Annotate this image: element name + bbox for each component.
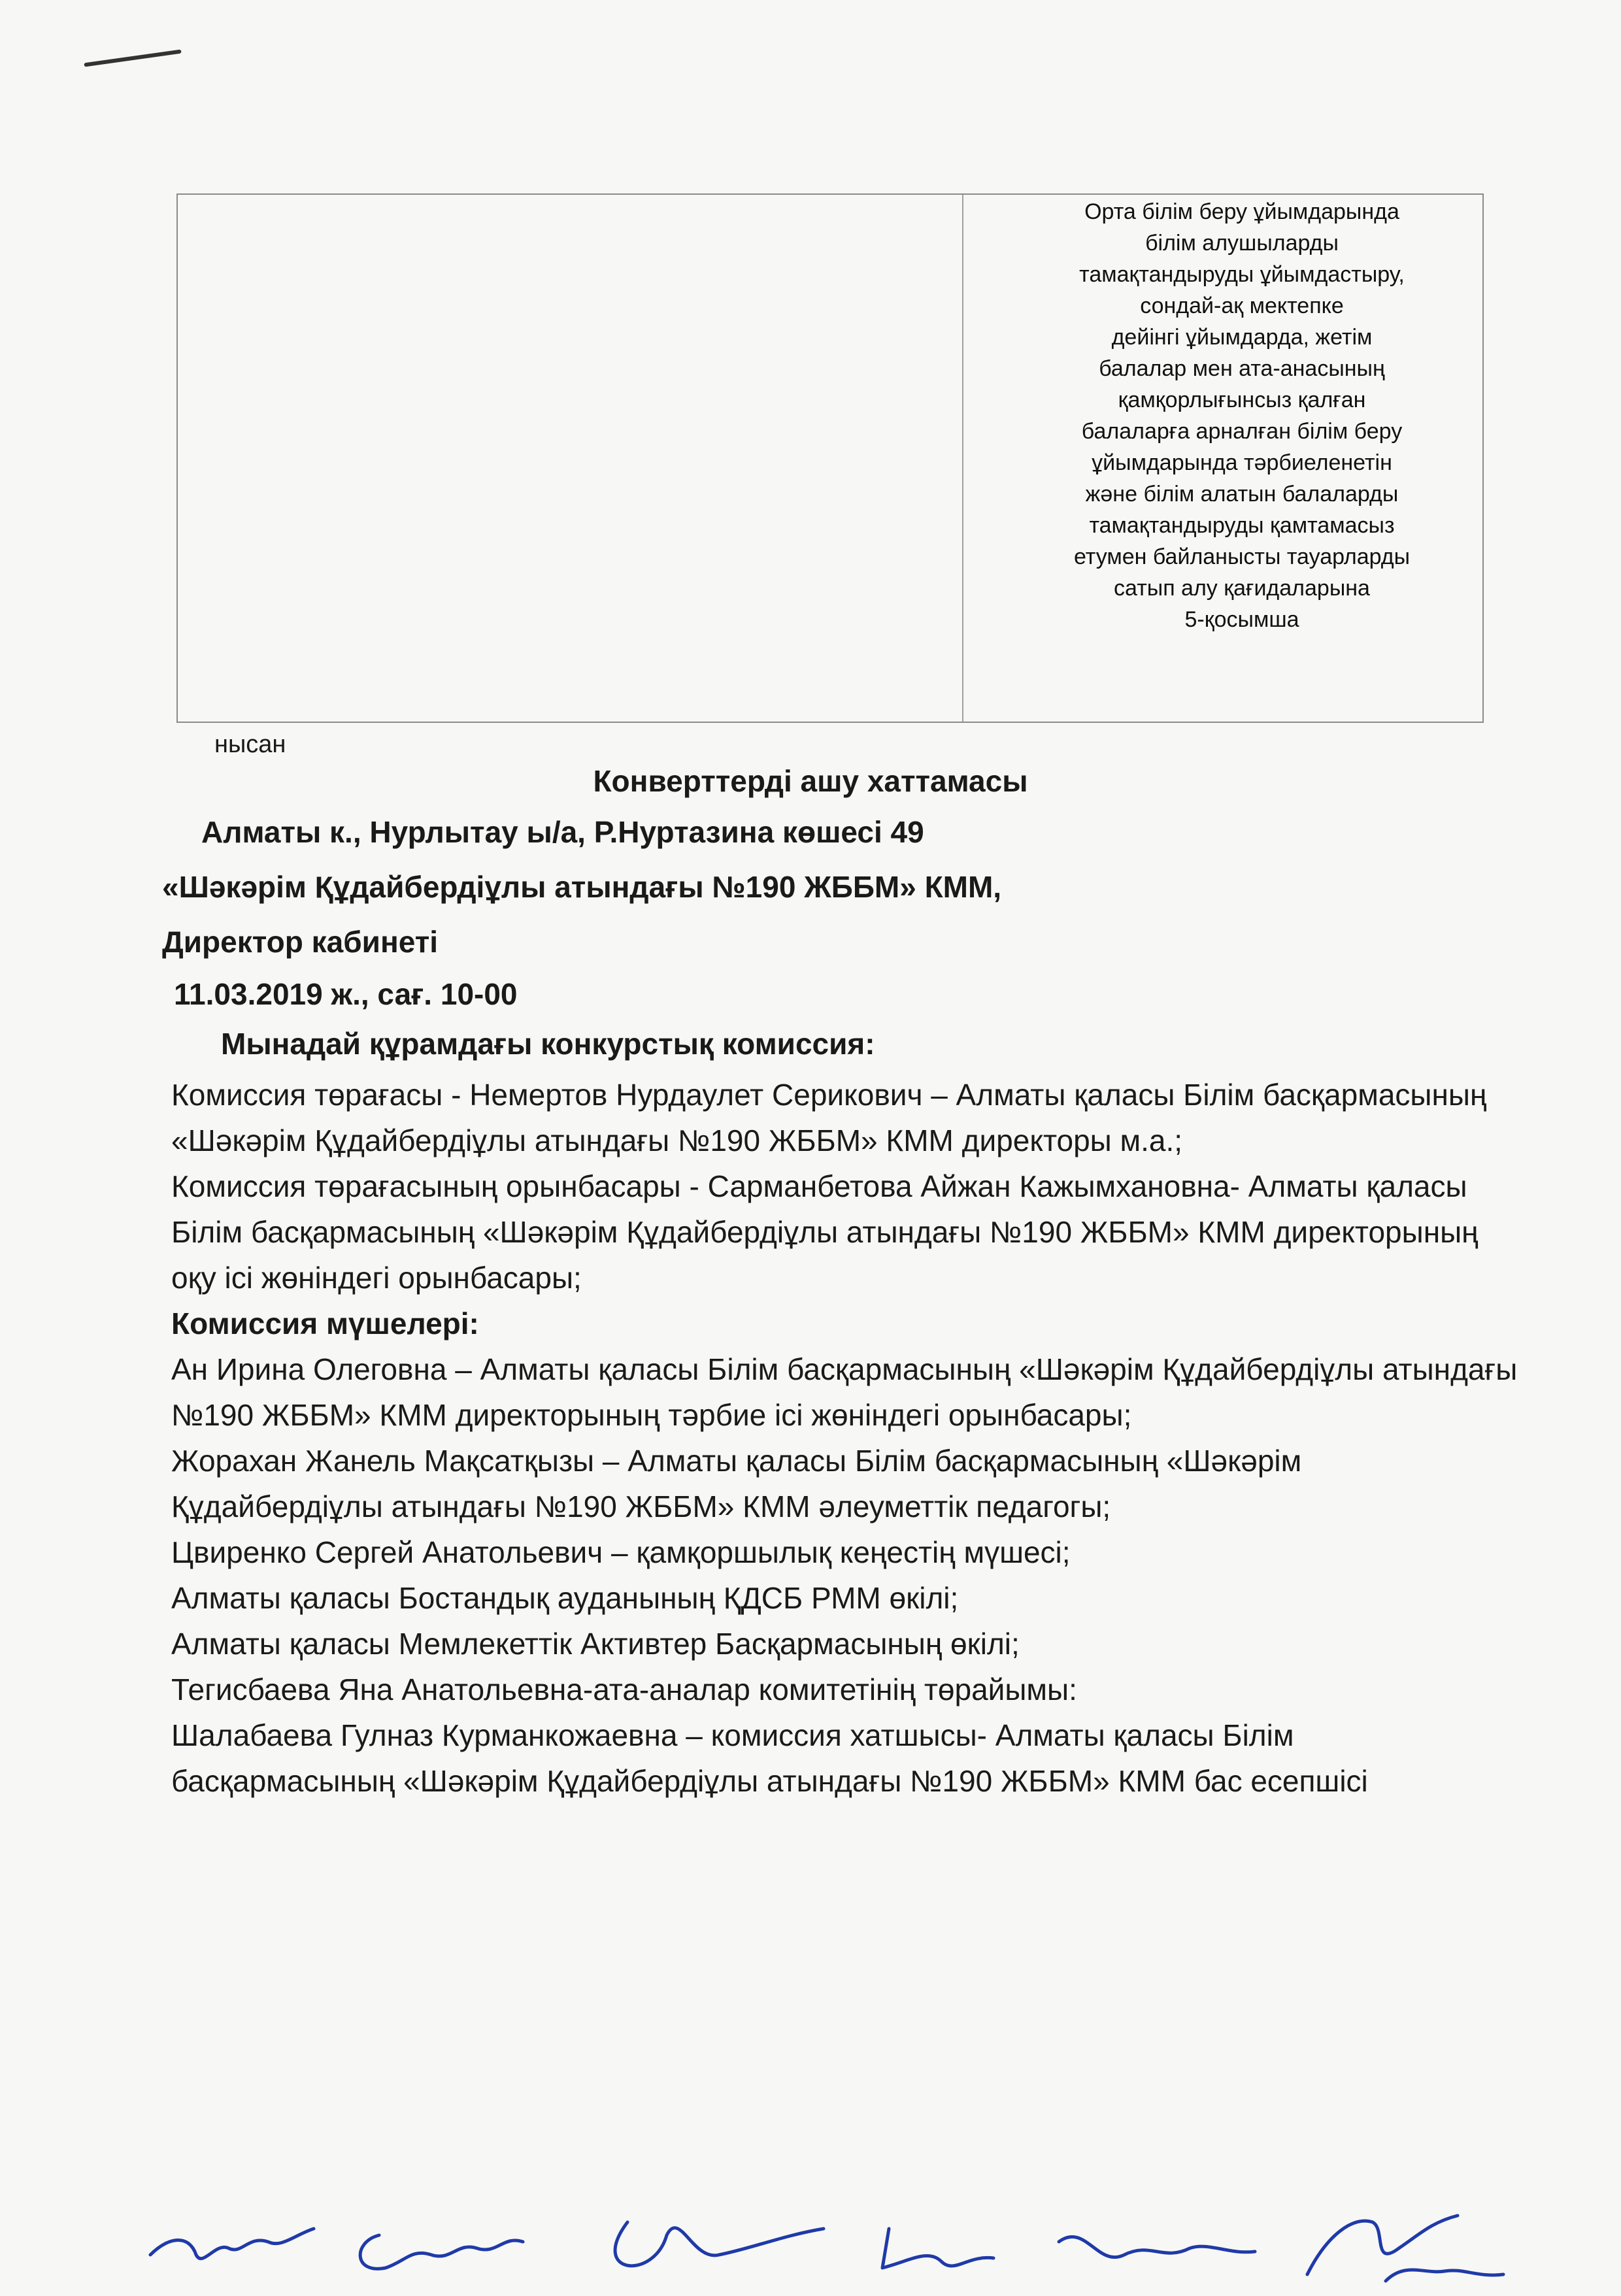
handwritten-signatures — [131, 2196, 1569, 2293]
commission-intro: Мынадай құрамдағы конкурстық комиссия: — [221, 1027, 875, 1061]
annex-line: балаларға арналған білім беру — [1081, 419, 1403, 444]
annex-note — [1000, 196, 1484, 635]
annex-line: сондай-ақ мектепке — [1140, 293, 1344, 318]
member-paragraph: Ан Ирина Олеговна – Алматы қаласы Білім басқармасының «Шәкәрім Құдайбердіұлы атындағы №190 ЖББМ» КММ директорының тәрбие ісі жөніндегі орынбасары; — [171, 1352, 1518, 1432]
organization-line: «Шәкәрім Құдайбердіұлы атындағы №190 ЖББМ» КММ, — [162, 870, 1002, 904]
annex-frame-divider — [962, 195, 963, 722]
document-title: Конверттерді ашу хаттамасы — [593, 764, 1028, 798]
annex-line: Орта білім беру ұйымдарында — [1084, 199, 1399, 224]
form-label: нысан — [214, 731, 286, 758]
annex-line: балалар мен ата-анасының — [1099, 356, 1385, 381]
annex-line: 5-қосымша — [1184, 607, 1299, 632]
annex-line: сатып алу қағидаларына — [1114, 576, 1370, 601]
signature-2 — [360, 2235, 523, 2269]
annex-line: ұйымдарында тәрбиеленетін — [1092, 450, 1392, 475]
member-paragraph: Алматы қаласы Бостандық ауданының ҚДСБ РММ өкілі; — [171, 1581, 959, 1615]
annex-line: білім алушыларды — [1145, 231, 1339, 256]
signature-4 — [882, 2229, 994, 2268]
signature-3 — [615, 2222, 824, 2266]
signatures-row — [131, 2196, 1569, 2293]
member-paragraph: Алматы қаласы Мемлекеттік Активтер Басқармасының өкілі; — [171, 1627, 1020, 1661]
member-paragraph: Тегисбаева Яна Анатольевна-ата-аналар комитетінің төрайымы: — [171, 1672, 1077, 1706]
members-heading: Комиссия мүшелері: — [171, 1306, 479, 1340]
chair-paragraph: Комиссия төрағасы - Немертов Нурдаулет Серикович – Алматы қаласы Білім басқармасының «Шәкәрім Құдайбердіұлы атындағы №190 ЖББМ» КММ директоры м.а.; — [171, 1078, 1487, 1157]
annex-line: тамақтандыруды қамтамасыз — [1089, 513, 1395, 538]
annex-line: етумен байланысты тауарларды — [1073, 544, 1411, 569]
annex-line: және білім алатын балаларды — [1085, 482, 1399, 507]
room-line: Директор кабинеті — [162, 925, 439, 959]
pen-stroke-mark — [84, 50, 181, 67]
member-paragraph: Цвиренко Сергей Анатольевич – қамқоршылық кеңестің мүшесі; — [171, 1535, 1071, 1569]
annex-line: тамақтандыруды ұйымдастыру, — [1079, 262, 1405, 287]
commission-composition — [171, 1072, 1518, 1804]
signature-7 — [1386, 2270, 1503, 2281]
address-line: Алматы к., Нурлытау ы/а, Р.Нуртазина көшесі 49 — [201, 815, 924, 849]
vice-chair-paragraph: Комиссия төрағасының орынбасары - Сарманбетова Айжан Кажымхановна- Алматы қаласы Білім басқармасының «Шәкәрім Құдайбердіұлы атындағы №190 ЖББМ» КММ директорының оқу ісі жөніндегі орынбасары; — [171, 1169, 1479, 1295]
datetime-line: 11.03.2019 ж., сағ. 10-00 — [174, 977, 518, 1011]
signature-6 — [1307, 2216, 1458, 2274]
signature-1 — [150, 2229, 314, 2259]
signature-5 — [1059, 2237, 1255, 2257]
member-paragraph: Шалабаева Гулназ Курманкожаевна – комиссия хатшысы- Алматы қаласы Білім басқармасының «Шәкәрім Құдайбердіұлы атындағы №190 ЖББМ» КММ бас есепшісі — [171, 1718, 1368, 1798]
annex-line: дейінгі ұйымдарда, жетім — [1111, 325, 1373, 350]
annex-line: қамқорлығынсыз қалған — [1118, 388, 1366, 412]
member-paragraph: Жорахан Жанель Мақсатқызы – Алматы қаласы Білім басқармасының «Шәкәрім Құдайбердіұлы атындағы №190 ЖББМ» КММ әлеуметтік педагогы; — [171, 1444, 1302, 1523]
